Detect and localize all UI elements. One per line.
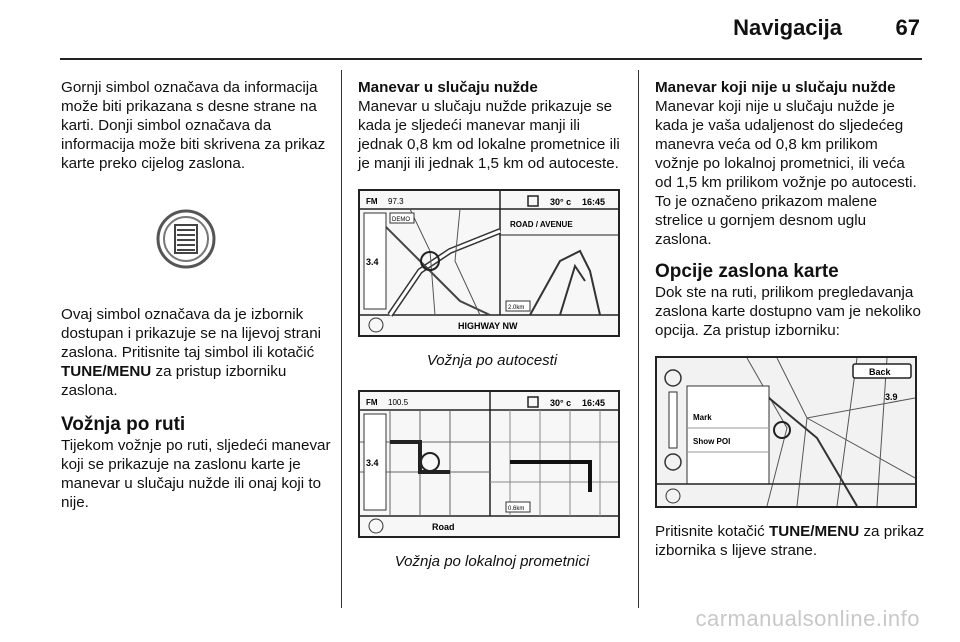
clock-label: 16:45 xyxy=(582,197,606,207)
station-label: 97.3 xyxy=(388,197,404,206)
highway-map-figure xyxy=(358,189,620,337)
menu-list-icon xyxy=(126,189,246,289)
mark-menu-item: Mark xyxy=(693,413,712,422)
page-header xyxy=(0,0,960,62)
page-title: Navigacija xyxy=(733,15,842,40)
figure-caption: Vožnja po lokalnoj prometnici xyxy=(394,553,590,570)
subheading: Manevar koji nije u slučaju nužde xyxy=(655,79,896,96)
road-name-label: ROAD / AVENUE xyxy=(510,220,573,229)
section-heading: Vožnja po ruti xyxy=(61,414,186,435)
column-divider xyxy=(638,70,639,608)
paragraph: Dok ste na ruti, prilikom pregledavanja zaslona karte dostupno vam je nekoliko opcija. Za pristup izborniku: xyxy=(655,284,921,339)
local-road-map-figure xyxy=(358,390,620,538)
subheading: Manevar u slučaju nužde xyxy=(358,79,538,96)
distance-label: 3.4 xyxy=(366,458,379,468)
demo-label: DEMO xyxy=(392,217,410,223)
watermark: carmanualsonline.info xyxy=(695,606,920,631)
clock-label: 16:45 xyxy=(582,398,606,408)
scale-label: 0.6km xyxy=(508,506,525,512)
paragraph: Ovaj simbol označava da je izbornik dostupan i prikazuje se na lijevoj strani zaslona. Pritisnite taj simbol ili kotačić TUNE/MENU za pristup izborniku zaslona. xyxy=(61,306,322,399)
paragraph: Manevar koji nije u slučaju nužde je kada je vaša udaljenost do sljedećeg manevra veća od 0,8 km prilikom vožnje po lokalnoj prometnici, ili veća od 1,5 km prilikom vožnje po autocesti. To je označeno prikazom malene strelice u gornjem desnom uglu zaslona. xyxy=(655,98,917,248)
map-menu-figure xyxy=(655,356,917,508)
paragraph: Tijekom vožnje po ruti, sljedeći manevar koji se prikazuje na zaslonu karte je manevar u slučaju nužde ili onaj koji to nije. xyxy=(61,437,331,511)
distance-label: 3.4 xyxy=(366,257,379,267)
temperature-label: 30° c xyxy=(550,197,572,207)
page-number: 67 xyxy=(895,15,920,40)
paragraph: Gornji simbol označava da informacija može biti prikazana s desne strane na karti. Donji simbol označava da informacija može biti skrivena za prikaz karte preko cijelog zaslona. xyxy=(61,79,326,172)
column-right xyxy=(655,78,925,560)
column-left xyxy=(61,78,331,512)
road-label: Road xyxy=(432,522,455,532)
column-middle xyxy=(358,78,626,571)
paragraph: Pritisnite kotačić TUNE/MENU za prikaz izbornika s lijeve strane. xyxy=(655,523,925,559)
column-divider xyxy=(341,70,342,608)
highway-label: HIGHWAY NW xyxy=(458,321,518,331)
show-poi-menu-item: Show POI xyxy=(693,437,731,446)
station-label: 100.5 xyxy=(388,398,409,407)
scale-label: 2.0km xyxy=(508,305,525,311)
header-rule xyxy=(60,58,922,60)
figure-caption: Vožnja po autocesti xyxy=(426,352,558,369)
temperature-label: 30° c xyxy=(550,398,572,408)
back-button-label: Back xyxy=(869,367,891,377)
section-heading: Opcije zaslona karte xyxy=(655,261,839,282)
fm-label: FM xyxy=(366,398,378,407)
paragraph: Manevar u slučaju nužde prikazuje se kada je sljedeći manevar manji ili jednak 0,8 km od lokalne prometnice ili je manji ili jednak 1,5 km od autoceste. xyxy=(358,98,620,172)
fm-label: FM xyxy=(366,197,378,206)
distance-label: 3.9 xyxy=(885,392,898,402)
